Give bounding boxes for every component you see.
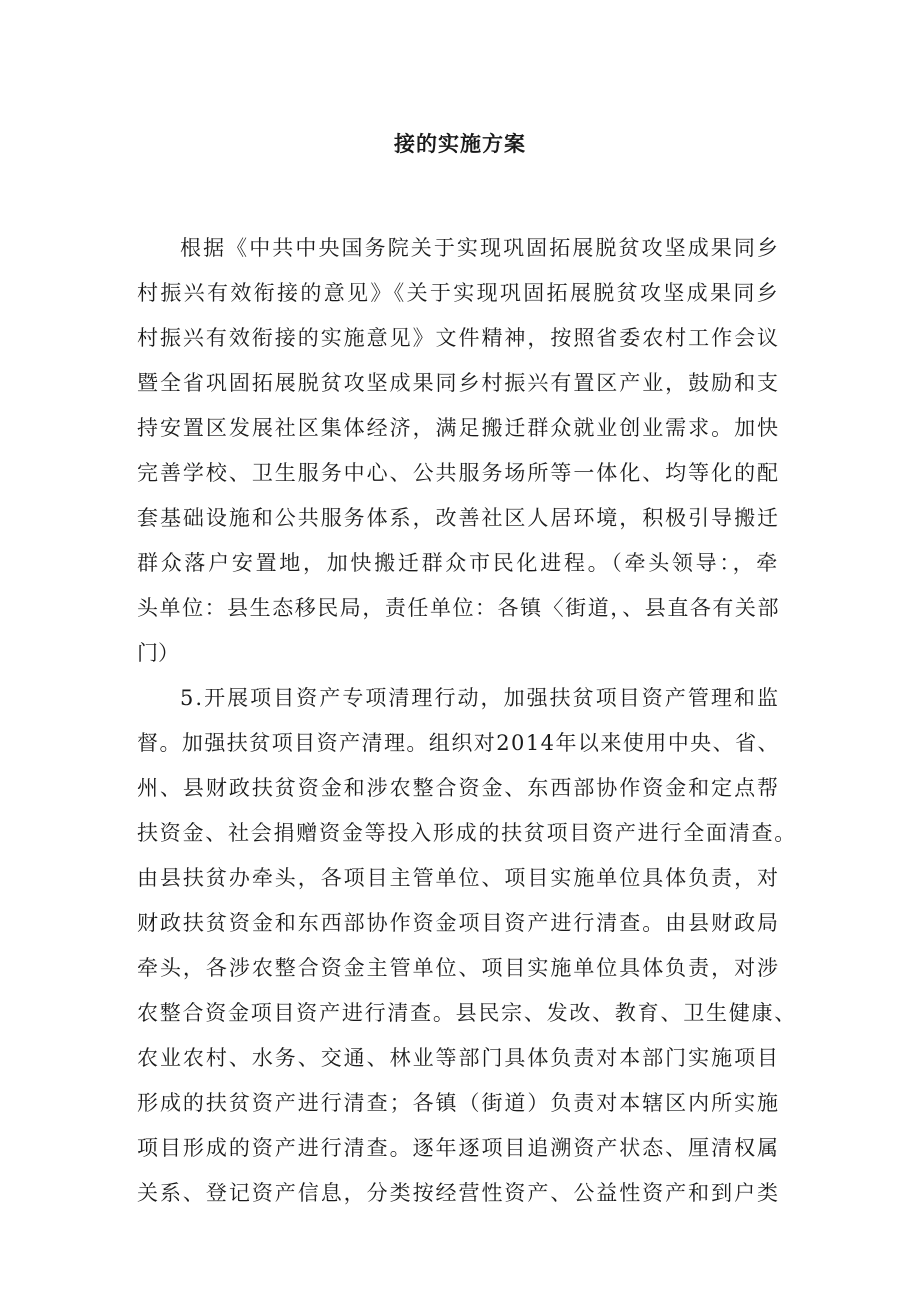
paragraph-line: 门） [137,641,179,665]
paragraph-line: 完善学校、卫生服务中心、公共服务场所等一体化、均等化的配 [137,461,780,485]
paragraph-line: 项目形成的资产进行清查。逐年逐项目追溯资产状态、厘清权属 [137,1136,780,1160]
paragraph-line: 套基础设施和公共服务体系，改善社区人居环境，积极引导搬迁 [137,506,780,530]
document-title: 接的实施方案 [394,132,526,156]
paragraph-line: 5.开展项目资产专项清理行动，加强扶贫项目资产管理和监 [180,686,780,710]
paragraph-line: 农业农村、水务、交通、林业等部门具体负责对本部门实施项目 [137,1046,780,1070]
paragraph-line: 扶资金、社会捐赠资金等投入形成的扶贫项目资产进行全面清查。 [137,821,797,845]
paragraph-line: 根据《中共中央国务院关于实现巩固拓展脱贫攻坚成果同乡 [180,236,780,260]
paragraph-line: 州、县财政扶贫资金和涉农整合资金、东西部协作资金和定点帮 [137,776,780,800]
paragraph-line: 村振兴有效衔接的意见》《关于实现巩固拓展脱贫攻坚成果同乡 [137,281,780,305]
paragraph-line: 持安置区发展社区集体经济，满足搬迁群众就业创业需求。加快 [137,416,780,440]
paragraph-line: 财政扶贫资金和东西部协作资金项目资产进行清查。由县财政局 [137,911,780,935]
paragraph-line: 村振兴有效衔接的实施意见》文件精神，按照省委农村工作会议 [137,326,780,350]
paragraph-line: 由县扶贫办牵头，各项目主管单位、项目实施单位具体负责，对 [137,866,780,890]
paragraph-line: 头单位：县生态移民局，责任单位：各镇〈街道，、县直各有关部 [137,596,780,620]
paragraph-line: 牵头，各涉农整合资金主管单位、项目实施单位具体负责，对涉 [137,956,780,980]
paragraph-line: 形成的扶贫资产进行清查；各镇（街道）负责对本辖区内所实施 [137,1091,780,1115]
paragraph-line: 暨全省巩固拓展脱贫攻坚成果同乡村振兴有置区产业，鼓励和支 [137,371,780,395]
paragraph-line: 关系、登记资产信息，分类按经营性资产、公益性资产和到户类 [137,1181,780,1205]
paragraph-line: 群众落户安置地，加快搬迁群众市民化进程。（牵头领导：，牵 [137,551,780,575]
paragraph-line: 督。加强扶贫项目资产清理。组织对2014年以来使用中央、省、 [137,731,780,755]
paragraph-line: 农整合资金项目资产进行清查。县民宗、发改、教育、卫生健康、 [137,1001,797,1025]
